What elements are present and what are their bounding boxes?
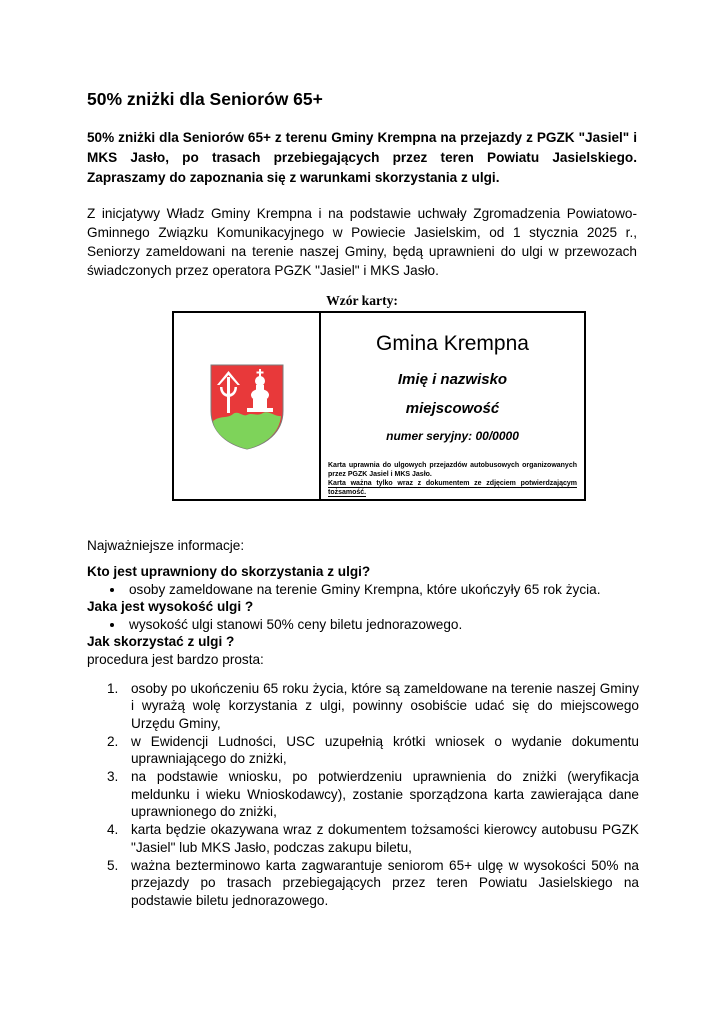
card-crest-panel	[174, 313, 321, 499]
card-note	[328, 461, 577, 497]
faq-section	[87, 563, 647, 668]
document-title: 50% zniżki dla Seniorów 65+	[87, 89, 323, 109]
list-item	[87, 680, 639, 732]
info-heading: Najważniejsze informacje:	[87, 538, 245, 553]
list-item	[87, 768, 639, 820]
coat-of-arms-icon	[207, 361, 287, 451]
list-item	[87, 821, 639, 856]
step-text: karta będzie okazywana wraz z dokumentem tożsamości kierowcy autobusu PGZK "Jasiel" lub MKS Jasło, podczas zakupu biletu,	[131, 822, 639, 855]
list-item	[87, 857, 639, 909]
step-text: w Ewidencji Ludności, USC uzupełnią krótki wniosek o wydanie dokumentu uprawniającego do zniżki,	[131, 733, 639, 767]
procedure-steps-list	[87, 680, 639, 910]
step-text: na podstawie wniosku, po potwierdzeniu uprawnienia do zniżki (weryfikacja meldunku i wieku Wnioskodawcy), zostanie sporządzona karta zawierająca dane uprawnionego do zniżki,	[131, 769, 639, 820]
step-number: 2.	[107, 733, 119, 749]
document-header	[87, 88, 637, 310]
card-sample	[172, 311, 586, 501]
card-name-field: Imię i nazwisko	[397, 371, 508, 388]
answer-procedure: procedura jest bardzo prosta:	[87, 651, 264, 667]
answer-amount: wysokość ulgi stanowi 50% ceny biletu jednorazowego.	[87, 616, 647, 634]
step-number: 3.	[107, 769, 119, 785]
step-number: 5.	[107, 857, 119, 873]
answer-eligibility: osoby zameldowane na terenie Gminy Krempna, które ukończyły 65 rok życia.	[87, 581, 647, 599]
step-number: 1.	[107, 681, 119, 696]
card-note-line-2-text: Karta ważna tylko wraz z dokumentem ze zdjęciem potwierdzającym tożsamość.	[328, 480, 577, 496]
step-number: 4.	[107, 822, 119, 838]
card-serial-number: numer seryjny: 00/0000	[386, 429, 519, 443]
card-note-line-2	[328, 479, 577, 497]
question-eligibility: Kto jest uprawniony do skorzystania z ulgi?	[87, 564, 371, 579]
card-caption: Wzór karty:	[326, 293, 398, 308]
list-item	[87, 733, 639, 768]
intro-paragraph: Z inicjatywy Władz Gminy Krempna i na podstawie uchwały Zgromadzenia Powiatowo-Gminnego Związku Komunikacyjnego w Powiecie Jasielskim, od 1 stycznia 2025 r., Seniorzy zameldowani na terenie naszej Gminy, będą uprawnieni do ulgi w przewozach świadczonych przez operatora PGZK "Jasiel" i MKS Jasło.	[87, 206, 637, 278]
card-gmina: Gmina Krempna	[376, 332, 529, 355]
card-details-panel	[321, 313, 584, 499]
card-note-line-1: Karta uprawnia do ulgowych przejazdów autobusowych organizowanych przez PGZK Jasiel i MKS Jasło.	[328, 462, 577, 478]
lead-paragraph: 50% zniżki dla Seniorów 65+ z terenu Gminy Krempna na przejazdy z PGZK "Jasiel" i MKS Jasło, po trasach przebiegających przez teren Powiatu Jasielskiego. Zapraszamy do zapoznania się z warunkami skorzystania z ulgi.	[87, 130, 637, 185]
card-place-field: miejscowość	[405, 400, 500, 417]
step-text: ważna bezterminowo karta zagwarantuje seniorom 65+ ulgę w wysokości 50% na przejazdy po trasach przebiegających przez teren Powiatu Jasielskiego na podstawie biletu jednorazowego.	[131, 857, 639, 908]
question-procedure: Jak skorzystać z ulgi ?	[87, 634, 235, 649]
step-text: osoby po ukończeniu 65 roku życia, które są zameldowane na terenie naszej Gminy i wyrażą wolę korzystania z ulgi, powinny osobiście udać się do miejscowego Urzędu Gminy,	[131, 681, 639, 731]
question-amount: Jaka jest wysokość ulgi ?	[87, 599, 254, 614]
